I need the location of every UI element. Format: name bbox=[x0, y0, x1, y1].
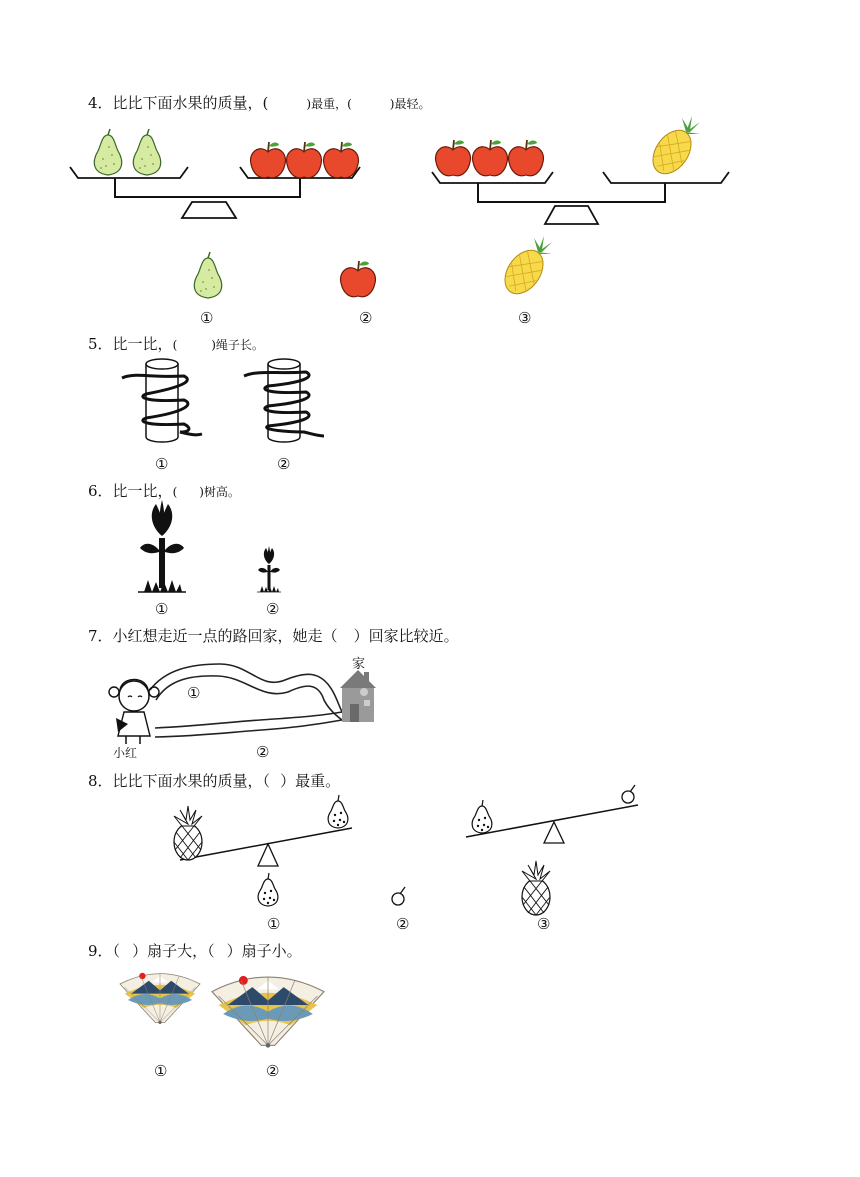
q9-number: 9． bbox=[88, 942, 113, 960]
q8-option-1[interactable]: ① bbox=[267, 915, 281, 933]
q6-number: 6． bbox=[88, 482, 113, 500]
q5-number: 5． bbox=[88, 335, 113, 353]
q4-option-1[interactable]: ① bbox=[200, 309, 214, 327]
big-fan-icon bbox=[212, 976, 324, 1048]
q5-text-b: ( bbox=[172, 338, 178, 352]
q7-text-a: 小红想走近一点的路回家，她走（ bbox=[112, 627, 338, 645]
q6-option-2[interactable]: ② bbox=[266, 600, 280, 618]
q5-option-1[interactable]: ① bbox=[155, 455, 169, 473]
q5-option-2[interactable]: ② bbox=[277, 455, 291, 473]
q8-number: 8． bbox=[88, 772, 113, 790]
q4-option-3[interactable]: ③ bbox=[518, 309, 532, 327]
q9-text-a: （ bbox=[112, 942, 121, 960]
q7-number: 7． bbox=[88, 627, 113, 645]
q4-option-2[interactable]: ② bbox=[359, 309, 373, 327]
q9-option-2[interactable]: ② bbox=[266, 1062, 280, 1080]
q6-text-b: ( bbox=[172, 485, 178, 499]
q7-text-b: ）回家比较近。 bbox=[353, 627, 459, 645]
q6-text-c: )树高。 bbox=[199, 485, 240, 499]
q8-text-b: ）最重。 bbox=[280, 772, 341, 790]
small-fan-icon bbox=[120, 973, 200, 1024]
q7-path-label-2[interactable]: ② bbox=[256, 743, 270, 761]
q5-text-c: )绳子长。 bbox=[211, 338, 264, 352]
q9-text-b: ）扇子大，（ bbox=[132, 942, 215, 960]
q4-text-c: )最轻。 bbox=[389, 97, 431, 111]
q8-option-2[interactable]: ② bbox=[396, 915, 410, 933]
q4-text-b: )最重，( bbox=[306, 97, 352, 111]
q6-text-a: 比一比， bbox=[112, 482, 173, 500]
q7-path-label-1[interactable]: ① bbox=[187, 684, 201, 702]
q4-number: 4． bbox=[88, 94, 113, 112]
q5-text-a: 比一比， bbox=[112, 335, 173, 353]
q4-text-a: 比比下面水果的质量，( bbox=[112, 94, 269, 112]
q8-text-a: 比比下面水果的质量，（ bbox=[112, 772, 271, 790]
q7-girl-label: 小红 bbox=[113, 746, 138, 760]
q7-home-label: 家 bbox=[352, 657, 366, 672]
q9-text-c: ）扇子小。 bbox=[226, 942, 302, 960]
q6-option-1[interactable]: ① bbox=[155, 600, 169, 618]
q9-option-1[interactable]: ① bbox=[154, 1062, 168, 1080]
q8-option-3[interactable]: ③ bbox=[537, 915, 551, 933]
